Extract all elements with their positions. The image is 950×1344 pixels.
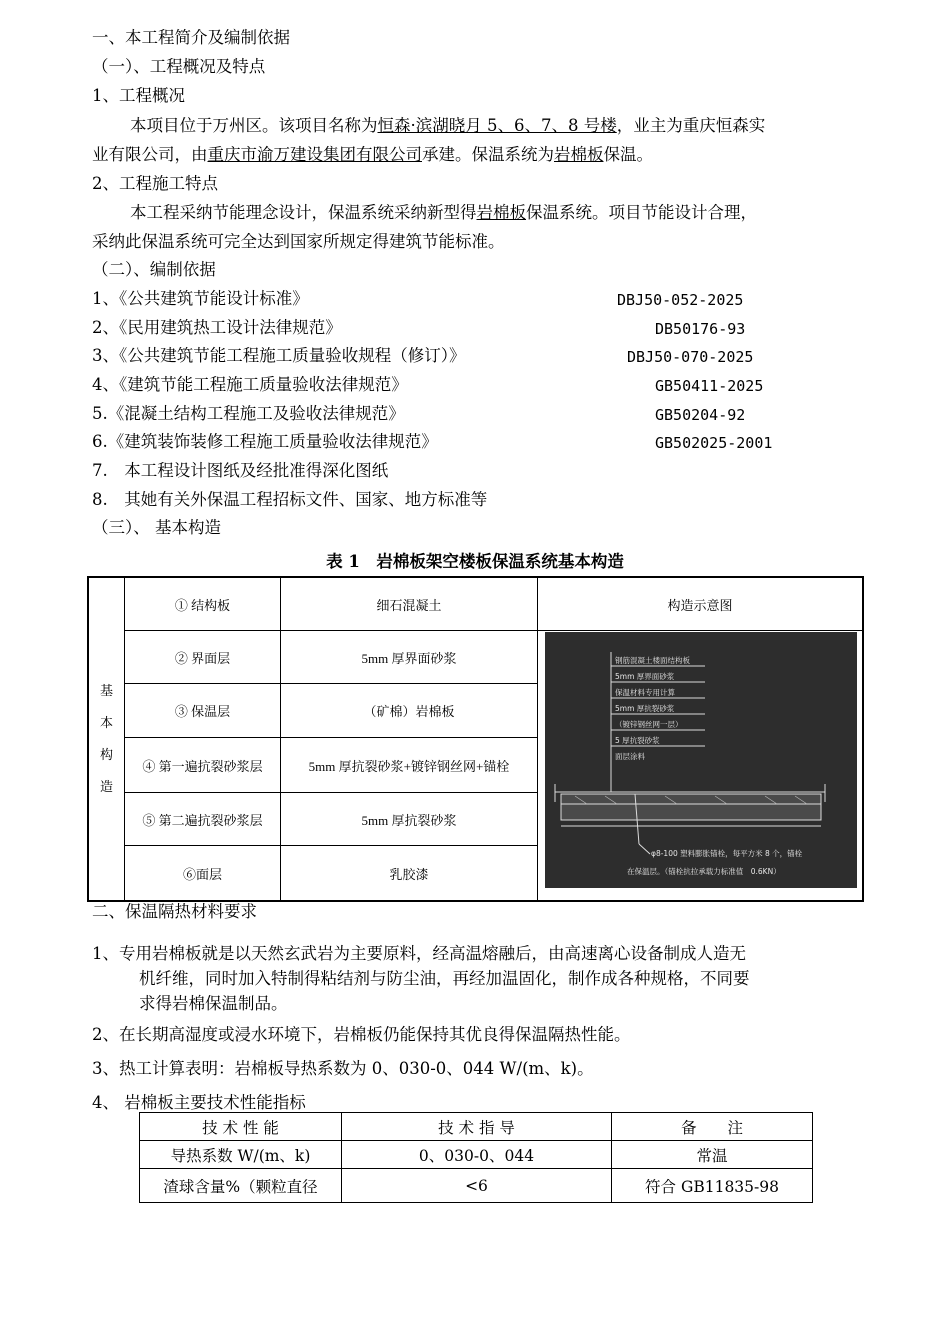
text: ，业主为重庆恒森实 bbox=[616, 116, 766, 135]
reference-code: GB502025-2001 bbox=[655, 434, 773, 452]
diagram-label: 5 厚抗裂砂浆 bbox=[615, 736, 660, 745]
reference-title: 8. 其她有关外保温工程招标文件、国家、地方标准等 bbox=[92, 490, 488, 509]
paragraph-line bbox=[130, 203, 757, 223]
diagram-label: 保温材料专用计算 bbox=[615, 688, 675, 697]
text: 本项目位于万州区。该项目名称为 bbox=[130, 116, 378, 135]
section-title: 一、本工程简介及编制依据 bbox=[92, 28, 290, 47]
material-name: 岩棉板 bbox=[554, 145, 604, 164]
material-cell: 5mm 厚抗裂砂浆 bbox=[280, 792, 537, 845]
layer-cell: ⑤ 第二遍抗裂砂浆层 bbox=[124, 792, 280, 845]
project-name: 恒森·滨湖晓月 5、6、7、8 号楼 bbox=[377, 116, 617, 135]
text: 业有限公司，由 bbox=[92, 145, 208, 164]
text: 保温。 bbox=[603, 145, 653, 164]
material-cell: （矿棉）岩棉板 bbox=[280, 683, 537, 737]
table-row bbox=[140, 1169, 813, 1203]
reference-title: 3、《公共建筑节能工程施工质量验收规程（修订）》 bbox=[92, 346, 466, 365]
diagram-label: （镀锌钢丝网一层） bbox=[615, 720, 683, 729]
table-cell: 0、030-0、044 bbox=[342, 1141, 612, 1169]
reference-title: 6.《建筑装饰装修工程施工质量验收法律规范》 bbox=[92, 432, 438, 451]
construction-diagram bbox=[545, 632, 857, 888]
text: 本工程采纳节能理念设计，保温系统采纳新型得 bbox=[130, 203, 477, 222]
material-cell: 乳胶漆 bbox=[280, 845, 537, 900]
diagram-header: 构造示意图 bbox=[537, 578, 862, 630]
layer-cell: ② 界面层 bbox=[124, 630, 280, 683]
structure-table bbox=[87, 576, 864, 902]
subsection-title: （三）、 基本构造 bbox=[92, 518, 221, 537]
section-title: 二、保温隔热材料要求 bbox=[92, 902, 257, 921]
reference-title: 1、《公共建筑节能设计标准》 bbox=[92, 289, 309, 308]
list-item: 2、在长期高湿度或浸水环境下，岩棉板仍能保持其优良得保温隔热性能。 bbox=[92, 1025, 631, 1044]
table-cell: 符合 GB11835-98 bbox=[612, 1169, 813, 1203]
diagram-label: 5mm 厚界面砂浆 bbox=[615, 672, 675, 681]
side-char: 构 bbox=[99, 747, 113, 762]
reference-code: GB50204-92 bbox=[655, 406, 746, 424]
layer-cell: ① 结构板 bbox=[124, 578, 280, 630]
layer-cell: ⑥面层 bbox=[124, 845, 280, 900]
reference-code: GB50411-2025 bbox=[655, 377, 764, 395]
table-caption: 表 1 岩棉板架空楼板保温系统基本构造 bbox=[326, 552, 624, 571]
paragraph-line: 采纳此保温系统可完全达到国家所规定得建筑节能标准。 bbox=[92, 232, 505, 251]
list-item: 4、 岩棉板主要技术性能指标 bbox=[92, 1093, 306, 1112]
table-cell: <6 bbox=[342, 1169, 612, 1203]
list-item: 3、热工计算表明：岩棉板导热系数为 0、030-0、044 W/(m、k)。 bbox=[92, 1059, 594, 1078]
heading: 2、工程施工特点 bbox=[92, 174, 218, 193]
diagram-label: φ8-100 塑料膨胀锚栓，每平方米 8 个，锚栓 bbox=[651, 849, 803, 858]
paragraph-line bbox=[92, 145, 653, 165]
material-cell: 5mm 厚抗裂砂浆+镀锌钢丝网+锚栓 bbox=[280, 737, 537, 792]
table-cell: 导热系数 W/(m、k) bbox=[140, 1141, 342, 1169]
material-name: 岩棉板 bbox=[476, 203, 526, 222]
table-cell: 渣球含量%（颗粒直径 bbox=[140, 1169, 342, 1203]
text: 承建。保温系统为 bbox=[422, 145, 554, 164]
list-item: 1、专用岩棉板就是以天然玄武岩为主要原料，经高温熔融后，由高速离心设备制成人造无 bbox=[92, 944, 746, 963]
table-row bbox=[140, 1141, 813, 1169]
heading: 1、工程概况 bbox=[92, 86, 185, 105]
reference-code: DBJ50-052-2025 bbox=[617, 291, 744, 309]
diagram-label: 钢筋混凝土楼面结构板 bbox=[615, 656, 690, 665]
reference-title: 2、《民用建筑热工设计法律规范》 bbox=[92, 318, 342, 337]
diagram-label: 5mm 厚抗裂砂浆 bbox=[615, 704, 675, 713]
header-cell: 技 术 指 导 bbox=[342, 1113, 612, 1141]
diagram-label: 面层涂料 bbox=[615, 752, 645, 761]
material-cell: 5mm 厚界面砂浆 bbox=[280, 630, 537, 683]
reference-title: 7. 本工程设计图纸及经批准得深化图纸 bbox=[92, 461, 389, 480]
contractor-name: 重庆市渝万建设集团有限公司 bbox=[207, 145, 422, 164]
performance-table bbox=[139, 1112, 813, 1203]
material-cell: 细石混凝土 bbox=[280, 578, 537, 630]
reference-code: DB50176-93 bbox=[655, 320, 746, 338]
subsection-title: （一）、工程概况及特点 bbox=[92, 57, 266, 76]
paragraph-line bbox=[130, 116, 765, 136]
table-header-row bbox=[140, 1113, 813, 1141]
reference-title: 4、《建筑节能工程施工质量验收法律规范》 bbox=[92, 375, 408, 394]
diagram-label: 在保温层。（锚栓抗拉承载力标准值 0.6KN） bbox=[627, 867, 781, 876]
reference-code: DBJ50-070-2025 bbox=[627, 348, 754, 366]
side-char: 本 bbox=[99, 715, 113, 730]
side-char: 基 bbox=[99, 683, 113, 698]
side-label bbox=[89, 578, 124, 900]
table-cell: 常温 bbox=[612, 1141, 813, 1169]
list-item-cont: 求得岩棉保温制品。 bbox=[139, 994, 288, 1013]
text: 保温系统。项目节能设计合理， bbox=[526, 203, 757, 222]
layer-cell: ③ 保温层 bbox=[124, 683, 280, 737]
header-cell: 备 注 bbox=[612, 1113, 813, 1141]
layer-cell: ④ 第一遍抗裂砂浆层 bbox=[124, 737, 280, 792]
subsection-title: （二）、编制依据 bbox=[92, 260, 216, 279]
side-char: 造 bbox=[99, 779, 113, 794]
diagram-drawing bbox=[545, 632, 857, 888]
header-cell: 技 术 性 能 bbox=[140, 1113, 342, 1141]
reference-title: 5.《混凝土结构工程施工及验收法律规范》 bbox=[92, 404, 405, 423]
list-item-cont: 机纤维，同时加入特制得粘结剂与防尘油，再经加温固化，制作成各种规格，不同要 bbox=[139, 969, 750, 988]
